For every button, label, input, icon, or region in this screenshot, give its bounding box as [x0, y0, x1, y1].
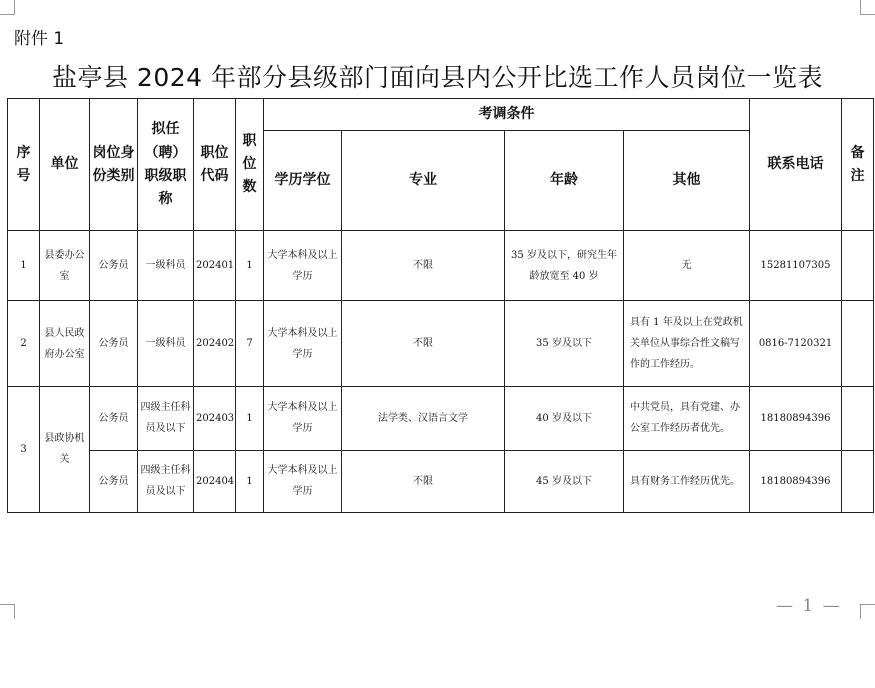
header-seq: 序号 [8, 99, 40, 231]
positions-table [7, 98, 874, 513]
cell-other: 具有财务工作经历优先。 [624, 450, 750, 512]
cell-count: 7 [236, 301, 264, 386]
cell-code: 202403 [194, 386, 236, 450]
header-row-1 [8, 99, 874, 131]
cell-count: 1 [236, 386, 264, 450]
cell-level: 一级科员 [138, 301, 194, 386]
cell-code: 202402 [194, 301, 236, 386]
cell-other: 无 [624, 231, 750, 301]
cell-remark [842, 386, 874, 450]
cell-count: 1 [236, 450, 264, 512]
cell-phone: 18180894396 [750, 450, 842, 512]
crop-mark-bottom-left [0, 604, 15, 619]
cell-education: 大学本科及以上学历 [264, 231, 342, 301]
cell-age: 40 岁及以下 [505, 386, 624, 450]
header-major: 专业 [342, 131, 505, 231]
cell-level: 一级科员 [138, 231, 194, 301]
attachment-label: 附件 1 [14, 29, 65, 49]
header-code: 职位代码 [194, 99, 236, 231]
cell-major: 法学类、汉语言文学 [342, 386, 505, 450]
cell-seq: 1 [8, 231, 40, 301]
document-title: 盐亭县 2024 年部分县级部门面向县内公开比选工作人员岗位一览表 [51, 63, 824, 92]
crop-mark-top-left [0, 0, 15, 15]
cell-phone: 18180894396 [750, 386, 842, 450]
cell-age: 35 岁及以下 [505, 301, 624, 386]
cell-unit: 县人民政府办公室 [40, 301, 90, 386]
cell-other: 中共党员，具有党建、办公室工作经历者优先。 [624, 386, 750, 450]
cell-major: 不限 [342, 301, 505, 386]
cell-seq: 3 [8, 386, 40, 512]
cell-category: 公务员 [90, 386, 138, 450]
cell-category: 公务员 [90, 231, 138, 301]
crop-mark-top-right [860, 0, 875, 15]
header-phone: 联系电话 [750, 99, 842, 231]
header-conditions: 考调条件 [264, 99, 750, 131]
cell-phone: 0816-7120321 [750, 301, 842, 386]
cell-level: 四级主任科员及以下 [138, 450, 194, 512]
table-row [8, 386, 874, 450]
cell-major: 不限 [342, 231, 505, 301]
cell-education: 大学本科及以上学历 [264, 301, 342, 386]
header-count: 职位数 [236, 99, 264, 231]
header-age: 年龄 [505, 131, 624, 231]
cell-code: 202401 [194, 231, 236, 301]
cell-category: 公务员 [90, 301, 138, 386]
cell-unit: 县政协机关 [40, 386, 90, 512]
cell-count: 1 [236, 231, 264, 301]
page-number: — 1 — [776, 596, 842, 616]
header-remark: 备注 [842, 99, 874, 231]
cell-age: 45 岁及以下 [505, 450, 624, 512]
header-education: 学历学位 [264, 131, 342, 231]
cell-education: 大学本科及以上学历 [264, 386, 342, 450]
cell-education: 大学本科及以上学历 [264, 450, 342, 512]
cell-code: 202404 [194, 450, 236, 512]
cell-remark [842, 450, 874, 512]
cell-phone: 15281107305 [750, 231, 842, 301]
cell-remark [842, 231, 874, 301]
cell-age: 35 岁及以下，研究生年龄放宽至 40 岁 [505, 231, 624, 301]
header-unit: 单位 [40, 99, 90, 231]
crop-mark-bottom-right [860, 604, 875, 619]
cell-seq: 2 [8, 301, 40, 386]
cell-remark [842, 301, 874, 386]
header-other: 其他 [624, 131, 750, 231]
header-category: 岗位身份类别 [90, 99, 138, 231]
header-level: 拟任（聘）职级职称 [138, 99, 194, 231]
cell-other: 具有 1 年及以上在党政机关单位从事综合性文稿写作的工作经历。 [624, 301, 750, 386]
table-row [8, 450, 874, 512]
cell-level: 四级主任科员及以下 [138, 386, 194, 450]
cell-category: 公务员 [90, 450, 138, 512]
cell-major: 不限 [342, 450, 505, 512]
table-row [8, 301, 874, 386]
cell-unit: 县委办公室 [40, 231, 90, 301]
table-row [8, 231, 874, 301]
